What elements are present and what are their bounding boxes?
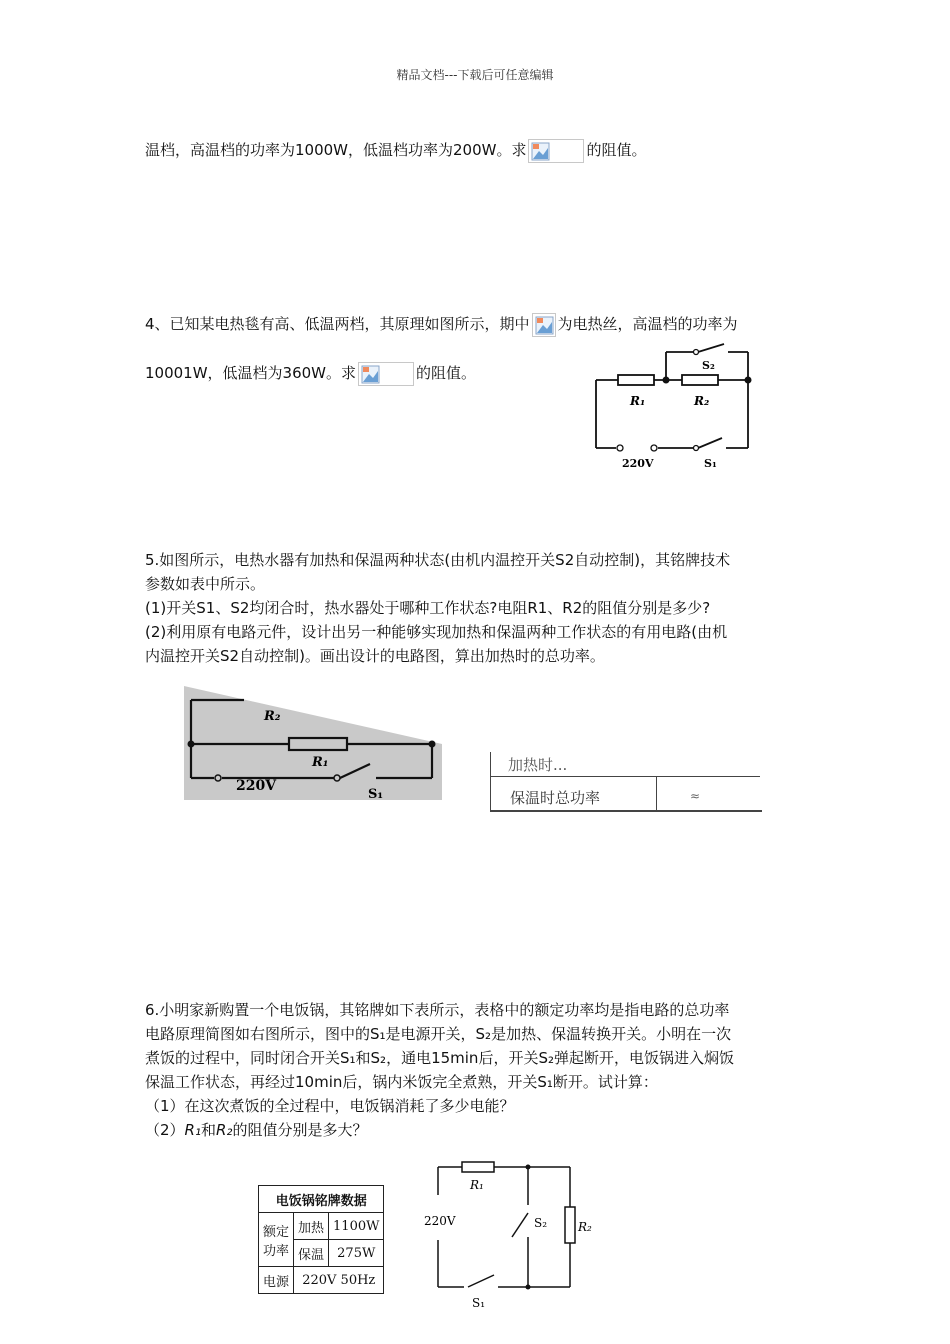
question-5: 5.如图所示，电热水器有加热和保温两种状态(由机内温控开关S2自动控制)，其铭牌技术 参数如表中所示。 (1)开关S1、S2均闭合时，热水器处于哪种工作状态?电阻R1、R2的阻值分别是多少? (2)利用原有电路元件，设计出另一种能够实现加热和保温两种工作状态的有用电路(由机 内温控开关S2自动控制)。画出设计的电路图，算出加热时的总功率。 — [145, 551, 731, 665]
label-220v: 220V — [424, 1214, 456, 1228]
label-220v: 220V — [622, 457, 654, 470]
formula-image-placeholder — [532, 313, 556, 337]
label-r2: R₂ — [264, 709, 281, 724]
nameplate-table-wrapper — [258, 1185, 384, 1294]
page-header: 精品文档---下载后可任意编辑 — [396, 68, 554, 82]
broken-image-icon — [535, 316, 555, 336]
label-s1: S₁ — [704, 457, 717, 470]
nameplate-table — [258, 1185, 384, 1294]
keep-warm-label: 保温 — [294, 1240, 329, 1267]
label-r2: R₂ — [694, 394, 710, 408]
q5-circuit-image — [184, 686, 444, 800]
label-s2: S₂ — [702, 359, 715, 372]
question-6: 6.小明家新购置一个电饭锅，其铭牌如下表所示，表格中的额定功率均是指电路的总功率 电路原理简图如右图所示，图中的S₁是电源开关，S₂是加热、保温转换开关。小明在一次 煮饭的过程中，同时闭合开关S₁和S₂，通电15min后，开关S₂弹起断开，电饭锅进入焖饭 保温工作状态，再经过10min后，锅内米饭完全煮熟，开关S₁断开。试计算： （1）在这次煮饭的全过程中，电饭锅消耗了多少电能？ （2）R₁和R₂的阻值分别是多大？ — [145, 1001, 734, 1139]
power-supply-label: 电源 — [259, 1267, 294, 1294]
question-4-line1: 4、已知某电热毯有高、低温两档，其原理如图所示，期中 为电热丝，高温档的功率为 — [145, 312, 738, 337]
question-4-line2: 10001W，低温档为360W。求 的阻值。 — [145, 361, 476, 386]
label-s1: S₁ — [368, 787, 384, 800]
q5-spec-table — [490, 752, 762, 812]
q4-circuit-diagram — [590, 340, 760, 475]
nameplate-title: 电饭锅铭牌数据 — [259, 1186, 384, 1213]
rated-power-label: 额定 功率 — [259, 1213, 294, 1267]
label-220v: 220V — [236, 778, 277, 794]
label-s1: S₁ — [472, 1296, 486, 1310]
q6-circuit-diagram — [420, 1155, 600, 1315]
row-keep-warm-value: ≈ — [690, 789, 701, 803]
row-heating-power: 加热时... — [508, 756, 568, 774]
label-s2: S₂ — [534, 1216, 548, 1230]
label-r1: R₁ — [470, 1178, 484, 1192]
broken-image-icon — [361, 365, 381, 385]
heating-label: 加热 — [294, 1213, 329, 1240]
heating-value: 1100W — [329, 1213, 384, 1240]
formula-image-placeholder — [528, 139, 584, 163]
label-r1: R₁ — [312, 755, 329, 770]
power-supply-value: 220V 50Hz — [294, 1267, 384, 1294]
label-r1: R₁ — [630, 394, 646, 408]
row-keep-warm-power: 保温时总功率 — [510, 789, 601, 807]
formula-image-placeholder — [358, 362, 414, 386]
broken-image-icon — [531, 142, 551, 162]
keep-warm-value: 275W — [329, 1240, 384, 1267]
question-3-tail: 温档，高温档的功率为1000W，低温档功率为200W。求 的阻值。 — [145, 138, 647, 163]
label-r2: R₂ — [578, 1220, 592, 1234]
